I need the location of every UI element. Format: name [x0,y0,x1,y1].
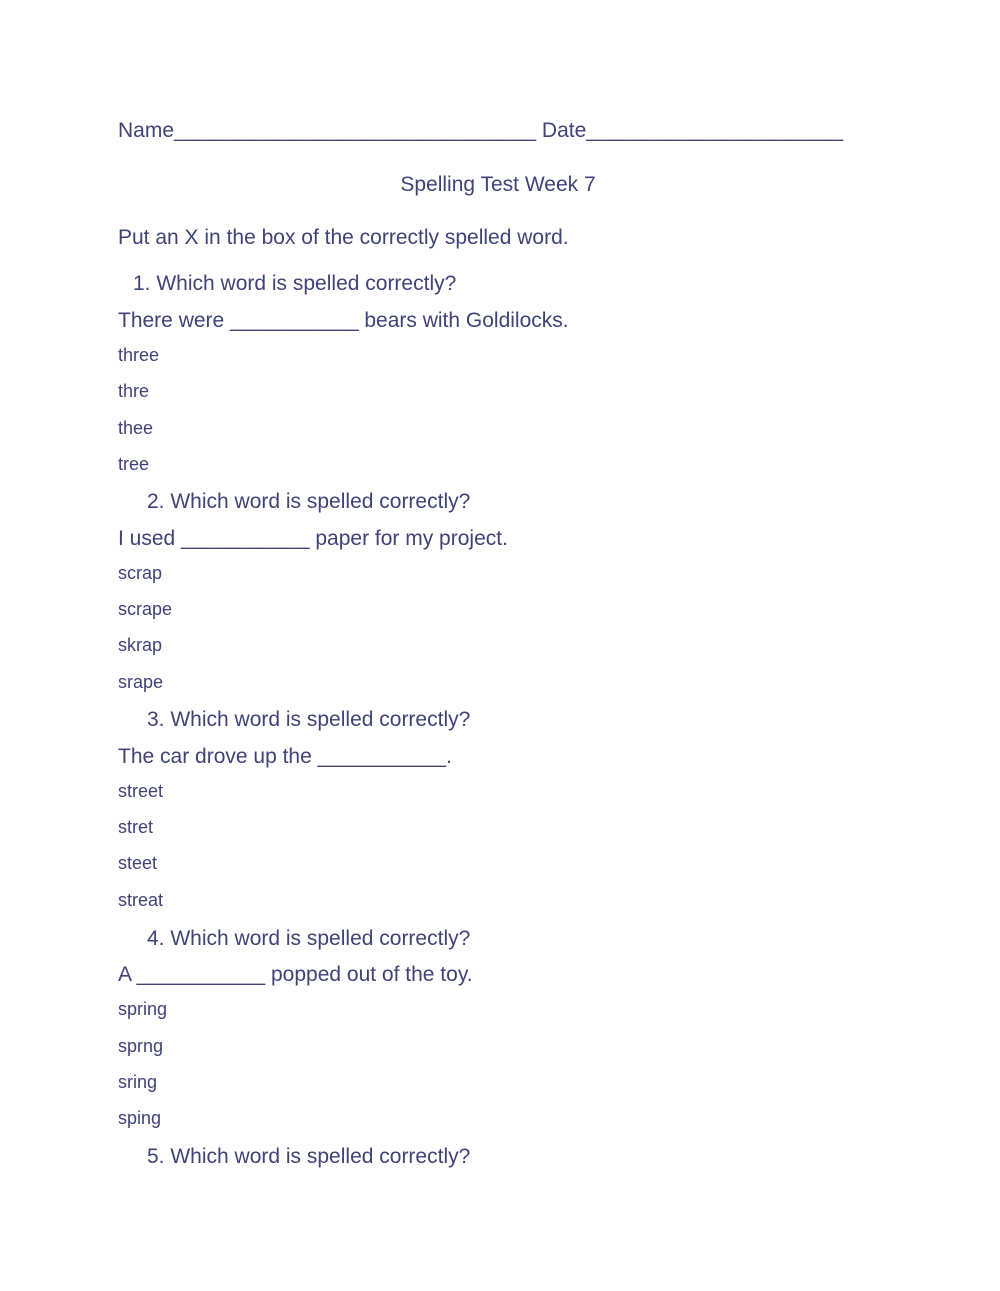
question-2-sentence: I used ___________ paper for my project. [118,527,508,550]
question-4-option-4[interactable]: sping [118,1108,162,1128]
question-1-option-2[interactable]: thre [118,381,150,401]
question-3-option-2[interactable]: stret [118,817,154,837]
question-1-sentence: There were ___________ bears with Goldilocks. [118,309,569,332]
page-title: Spelling Test Week 7 [400,173,596,196]
question-1-prompt: 1. Which word is spelled correctly? [133,272,457,295]
instructions: Put an X in the box of the correctly spelled word. [118,226,569,249]
question-4-sentence: A ___________ popped out of the toy. [118,963,473,986]
question-3-option-1[interactable]: street [118,781,164,801]
question-1-option-4[interactable]: tree [118,454,150,474]
question-2-option-3[interactable]: skrap [118,635,163,655]
question-1-option-3[interactable]: thee [118,418,154,438]
question-3-sentence: The car drove up the ___________. [118,745,452,768]
question-5-prompt: 5. Which word is spelled correctly? [147,1145,471,1168]
question-4-option-3[interactable]: sring [118,1072,158,1092]
question-4-option-2[interactable]: sprng [118,1036,164,1056]
question-4-prompt: 4. Which word is spelled correctly? [147,927,471,950]
name-date-line: Name_______________________________ Date______________________ [118,119,844,142]
question-3-option-4[interactable]: streat [118,890,164,910]
question-2-option-2[interactable]: scrape [118,599,173,619]
question-3-prompt: 3. Which word is spelled correctly? [147,708,471,731]
question-2-option-4[interactable]: srape [118,672,164,692]
question-1-option-1[interactable]: three [118,345,160,365]
question-2-option-1[interactable]: scrap [118,563,163,583]
question-3-option-3[interactable]: steet [118,853,158,873]
question-4-option-1[interactable]: spring [118,999,168,1019]
question-2-prompt: 2. Which word is spelled correctly? [147,490,471,513]
